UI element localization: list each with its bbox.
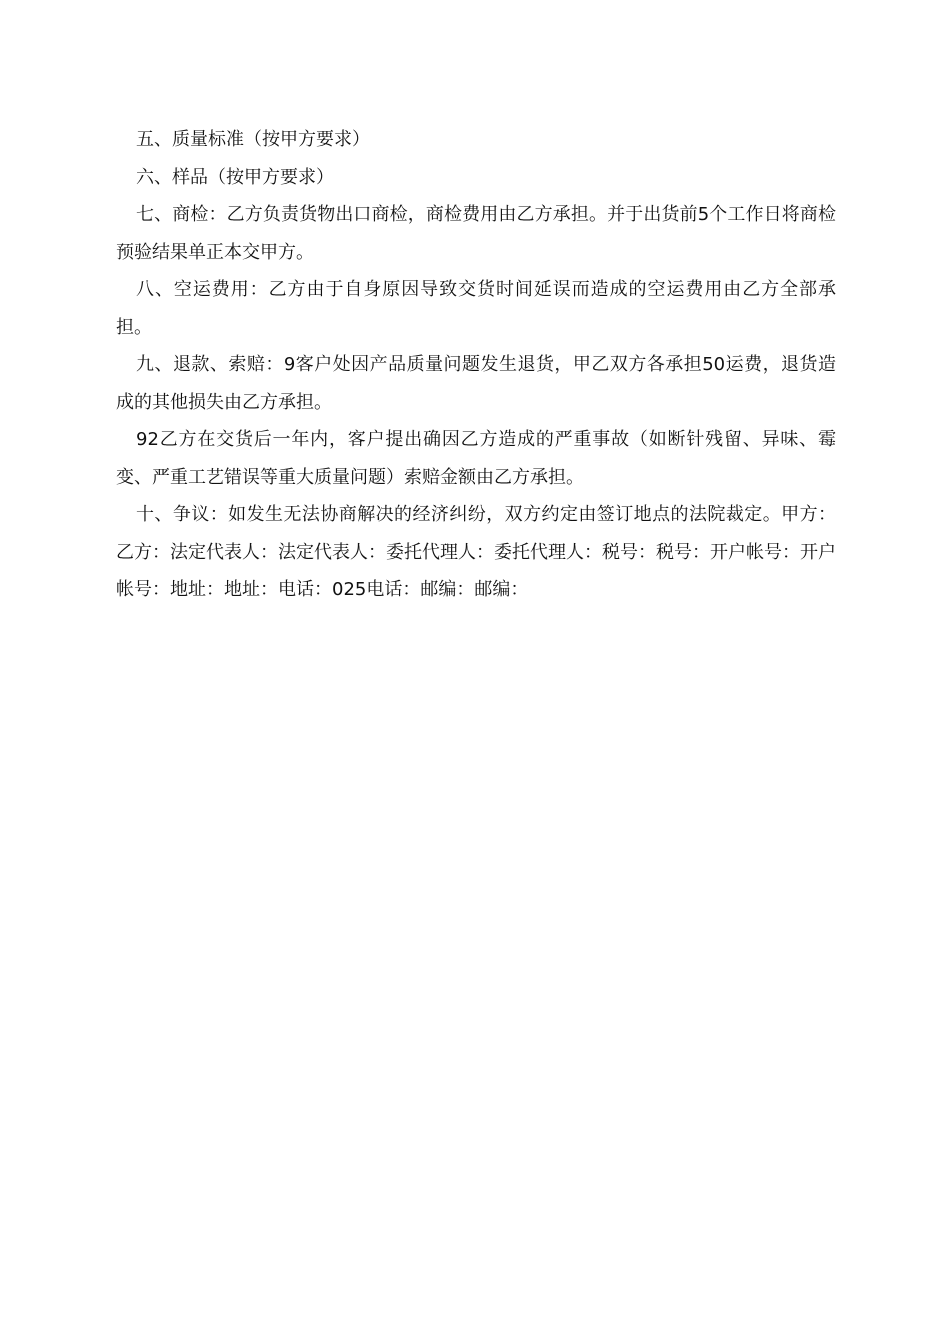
clause-quality-standard: 五、质量标准（按甲方要求） (136, 129, 370, 150)
document-body (116, 121, 836, 609)
clause-samples: 六、样品（按甲方要求） (136, 166, 334, 188)
clause-disputes-signatures: 十、争议：如发生无法协商解决的经济纠纷，双方约定由签订地点的法院裁定。甲方：乙方：法定代表人：法定代表人：委托代理人：委托代理人：税号：税号：开户帐号：开户帐号：地址：地址：电话：025电话：邮编：邮编： (116, 504, 836, 600)
clause-serious-accident-claims: 92乙方在交货后一年内，客户提出确因乙方造成的严重事故（如断针残留、异味、霉变、严重工艺错误等重大质量问题）索赔金额由乙方承担。 (116, 429, 836, 488)
clause-air-freight: 八、空运费用：乙方由于自身原因导致交货时间延误而造成的空运费用由乙方全部承担。 (116, 279, 836, 338)
clause-commodity-inspection: 七、商检：乙方负责货物出口商检，商检费用由乙方承担。并于出货前5个工作日将商检预验结果单正本交甲方。 (116, 204, 836, 263)
clause-refund-claims: 九、退款、索赔：9客户处因产品质量问题发生退货，甲乙双方各承担50运费，退货造成的其他损失由乙方承担。 (116, 354, 836, 413)
